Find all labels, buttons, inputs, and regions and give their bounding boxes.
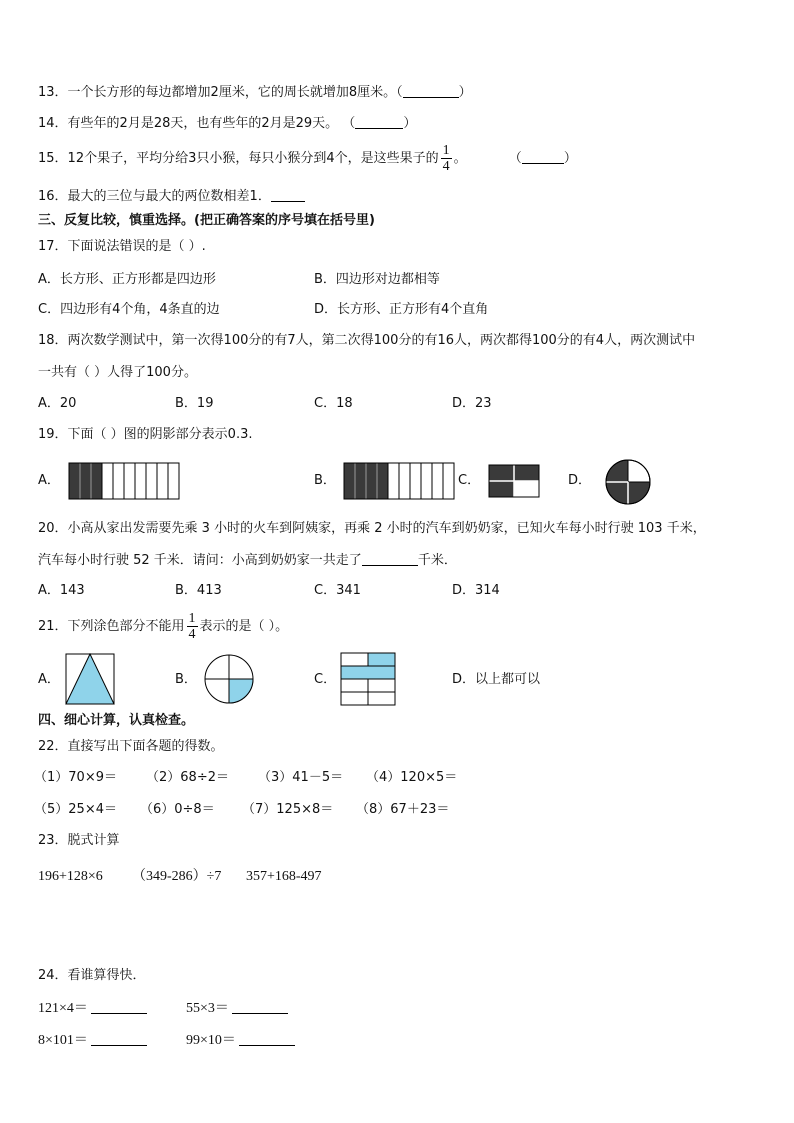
question-19: 19．下面（ ）图的阴影部分表示0.3. <box>38 427 253 442</box>
option-b[interactable]: B．四边形对边都相等 <box>314 272 440 287</box>
question-23: 23．脱式计算 <box>38 833 120 848</box>
question-18-line1: 18．两次数学测试中，第一次得100分的有7人，第二次得100分的有16人，两次都得100分的有4人，两次测试中 <box>38 333 696 348</box>
answer-blank[interactable] <box>232 999 288 1014</box>
question-15: 15．12个果子，平均分给3只小猴，每只小猴分到4个，是这些果子的 $\frac{1}{4}$ 。 （ ） <box>38 143 577 174</box>
question-22: 22．直接写出下面各题的得数。 <box>38 739 224 754</box>
option-b[interactable]: B．19 <box>175 396 214 411</box>
fraction: $\frac{1}{4}$ <box>188 611 196 642</box>
calc-item: （6）0÷8＝ <box>140 802 215 817</box>
calc-item: （3）41－5＝ <box>258 770 344 785</box>
option-a[interactable]: A．长方形、正方形都是四边形 <box>38 272 216 287</box>
figure-strip-a <box>68 462 180 500</box>
option-a[interactable]: A．143 <box>38 583 85 598</box>
option-d[interactable]: D．长方形、正方形有4个直角 <box>314 302 489 317</box>
question-24: 24．看谁算得快． <box>38 968 146 983</box>
figure-strip-b <box>343 462 455 500</box>
option-a-label[interactable]: A． <box>38 473 60 488</box>
figure-triangle-a <box>65 653 115 705</box>
question-21: 21．下列涂色部分不能用 $\frac{1}{4}$ 表示的是（ ）。 <box>38 611 289 642</box>
answer-blank[interactable] <box>91 1031 147 1046</box>
question-20-line2: 汽车每小时行驶 52 千米．请问：小高到奶奶家一共走了 千米． <box>38 553 457 568</box>
figure-rect-c <box>488 464 540 498</box>
question-16: 16．最大的三位与最大的两位数相差1． <box>38 187 305 206</box>
option-b[interactable]: B．413 <box>175 583 222 598</box>
expression: 357+168-497 <box>246 869 322 884</box>
option-d[interactable]: D．以上都可以 <box>452 672 541 687</box>
calc-item: 8×101＝ <box>38 1031 147 1050</box>
question-13: 13．一个长方形的每边都增加2厘米，它的周长就增加8厘米。（ ） <box>38 85 472 100</box>
answer-blank[interactable] <box>403 83 459 98</box>
option-a-label[interactable]: A． <box>38 672 60 687</box>
option-c-label[interactable]: C． <box>458 473 481 488</box>
calc-item: 55×3＝ <box>186 999 288 1018</box>
option-d[interactable]: D．23 <box>452 396 492 411</box>
answer-blank[interactable] <box>271 187 305 202</box>
calc-item: （2）68÷2＝ <box>146 770 229 785</box>
calc-item: （4）120×5＝ <box>366 770 458 785</box>
calc-item: （7）125×8＝ <box>242 802 334 817</box>
option-c[interactable]: C．18 <box>314 396 353 411</box>
option-c-label[interactable]: C． <box>314 672 337 687</box>
question-18-line2: 一共有（ ）人得了100分。 <box>38 365 197 380</box>
calc-item: （1）70×9＝ <box>34 770 117 785</box>
option-b-label[interactable]: B． <box>314 473 336 488</box>
section-heading: 三、反复比较，慎重选择。(把正确答案的序号填在括号里) <box>38 213 375 228</box>
option-a[interactable]: A．20 <box>38 396 77 411</box>
figure-grid-c <box>340 652 396 706</box>
figure-circle-d <box>603 458 653 506</box>
question-20-line1: 20．小高从家出发需要先乘 3 小时的火车到阿姨家，再乘 2 小时的汽车到奶奶家，已知火车每小时行驶 103 千米， <box>38 521 706 536</box>
answer-blank[interactable] <box>362 551 418 566</box>
answer-blank[interactable] <box>239 1031 295 1046</box>
answer-blank[interactable] <box>91 999 147 1014</box>
figure-circle-b <box>202 653 256 705</box>
option-d[interactable]: D．314 <box>452 583 500 598</box>
expression: 196+128×6 <box>38 869 103 884</box>
calc-item: 121×4＝ <box>38 999 147 1018</box>
calc-item: 99×10＝ <box>186 1031 295 1050</box>
option-c[interactable]: C．四边形有4个角，4条直的边 <box>38 302 220 317</box>
fraction: $\frac{1}{4}$ <box>442 143 450 174</box>
option-c[interactable]: C．341 <box>314 583 361 598</box>
option-b-label[interactable]: B． <box>175 672 197 687</box>
calc-item: （8）67＋23＝ <box>356 802 450 817</box>
calc-item: （5）25×4＝ <box>34 802 117 817</box>
question-17: 17．下面说法错误的是（ ）. <box>38 239 206 254</box>
answer-blank[interactable] <box>355 114 403 129</box>
section-heading: 四、细心计算，认真检查。 <box>38 713 195 728</box>
question-14: 14．有些年的2月是28天，也有些年的2月是29天。 （ ） <box>38 116 417 131</box>
answer-blank[interactable] <box>522 149 564 164</box>
option-d-label[interactable]: D． <box>568 473 592 488</box>
expression: （349-286）÷7 <box>132 869 222 884</box>
